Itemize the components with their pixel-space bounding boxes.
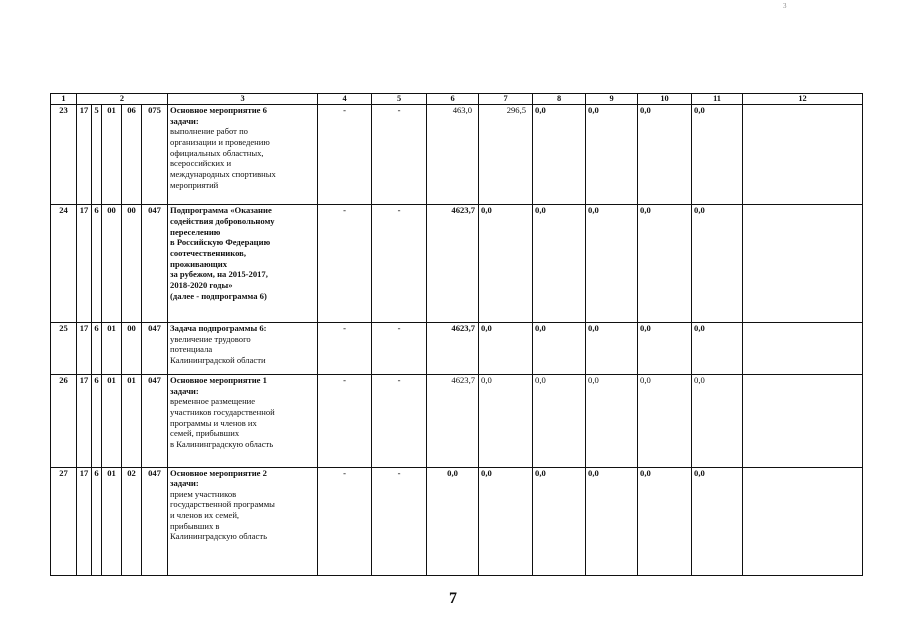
code-cell: 17 xyxy=(77,375,92,467)
value-cell: 0,0 xyxy=(638,322,692,374)
activity-name xyxy=(168,322,318,374)
code-cell: 01 xyxy=(122,375,142,467)
row-number: 26 xyxy=(51,375,77,467)
col-7-header: 7 xyxy=(479,94,533,105)
name-line: выполнение работ по xyxy=(170,126,248,137)
table-row xyxy=(51,322,863,374)
value-cell: - xyxy=(372,467,427,576)
code-cell: 01 xyxy=(102,322,122,374)
name-line: задачи: xyxy=(170,115,199,126)
value-cell: 0,0 xyxy=(479,375,533,467)
value-cell: 0,0 xyxy=(692,467,743,576)
name-line: Основное мероприятие 6 xyxy=(170,105,267,116)
code-cell: 17 xyxy=(77,322,92,374)
name-line: потенциала xyxy=(170,344,213,355)
activity-name xyxy=(168,105,318,205)
name-line: содействия добровольному xyxy=(170,216,275,227)
value-cell: 0,0 xyxy=(427,467,479,576)
value-cell: 4623,7 xyxy=(427,375,479,467)
name-line: в Калининградскую область xyxy=(170,439,274,450)
value-cell: 0,0 xyxy=(533,467,586,576)
name-line: проживающих xyxy=(170,258,228,269)
value-cell: 0,0 xyxy=(692,322,743,374)
col-11-header: 11 xyxy=(692,94,743,105)
value-cell: 4623,7 xyxy=(427,205,479,322)
row-number: 23 xyxy=(51,105,77,205)
name-line: Основное мероприятие 2 xyxy=(170,467,267,478)
name-line: увеличение трудового xyxy=(170,333,251,344)
code-cell: 01 xyxy=(102,467,122,576)
activity-name xyxy=(168,467,318,576)
name-line: соотечественников, xyxy=(170,248,246,259)
table-row xyxy=(51,467,863,576)
name-line: Задача подпрограммы 6: xyxy=(170,322,267,333)
value-cell: 0,0 xyxy=(479,467,533,576)
value-cell: 0,0 xyxy=(692,105,743,205)
name-line: организации и проведению xyxy=(170,137,270,147)
row-number: 25 xyxy=(51,322,77,374)
value-cell: - xyxy=(372,205,427,322)
col-5-header: 5 xyxy=(372,94,427,105)
code-cell: 01 xyxy=(102,375,122,467)
value-cell xyxy=(743,105,863,205)
value-cell: 0,0 xyxy=(586,375,638,467)
name-line: (далее - подпрограмма 6) xyxy=(170,290,267,301)
value-cell: 0,0 xyxy=(479,205,533,322)
code-cell: 17 xyxy=(77,205,92,322)
value-cell: 0,0 xyxy=(638,205,692,322)
name-line: Основное мероприятие 1 xyxy=(170,375,267,386)
name-line: Подпрограмма «Оказание xyxy=(170,205,272,216)
col-3-header: 3 xyxy=(168,94,318,105)
value-cell: 0,0 xyxy=(533,105,586,205)
value-cell: - xyxy=(318,105,372,205)
column-number-row xyxy=(51,94,863,105)
name-line: прием участников xyxy=(170,488,237,499)
value-cell: - xyxy=(372,375,427,467)
code-cell: 6 xyxy=(92,205,102,322)
value-cell: 4623,7 xyxy=(427,322,479,374)
budget-table xyxy=(50,93,863,576)
value-cell: 296,5 xyxy=(479,105,533,205)
col-10-header: 10 xyxy=(638,94,692,105)
value-cell: 0,0 xyxy=(638,105,692,205)
value-cell: - xyxy=(318,205,372,322)
code-cell: 6 xyxy=(92,322,102,374)
name-line: мероприятий xyxy=(170,179,219,190)
code-cell: 00 xyxy=(122,205,142,322)
row-number: 24 xyxy=(51,205,77,322)
corner-page-mark: 3 xyxy=(783,2,787,10)
table-row xyxy=(51,375,863,467)
code-cell: 6 xyxy=(92,375,102,467)
value-cell: - xyxy=(318,375,372,467)
name-line: государственной программы xyxy=(170,499,275,510)
col-2-header: 2 xyxy=(77,94,168,105)
value-cell xyxy=(743,467,863,576)
code-cell: 5 xyxy=(92,105,102,205)
value-cell: - xyxy=(318,322,372,374)
name-line: международных спортивных xyxy=(170,168,276,179)
value-cell: 0,0 xyxy=(586,467,638,576)
name-line: задачи: xyxy=(170,385,199,396)
activity-name xyxy=(168,205,318,322)
code-cell: 06 xyxy=(122,105,142,205)
code-cell: 075 xyxy=(142,105,168,205)
col-4-header: 4 xyxy=(318,94,372,105)
code-cell: 17 xyxy=(77,467,92,576)
value-cell: 463,0 xyxy=(427,105,479,205)
name-line: временное размещение xyxy=(170,396,256,407)
code-cell: 047 xyxy=(142,375,168,467)
name-line: программы и членов их xyxy=(170,417,257,428)
value-cell: 0,0 xyxy=(692,375,743,467)
code-cell: 17 xyxy=(77,105,92,205)
value-cell: 0,0 xyxy=(586,322,638,374)
col-12-header: 12 xyxy=(743,94,863,105)
value-cell xyxy=(743,322,863,374)
code-cell: 6 xyxy=(92,467,102,576)
name-line: задачи: xyxy=(170,478,199,489)
code-cell: 02 xyxy=(122,467,142,576)
col-6-header: 6 xyxy=(427,94,479,105)
col-8-header: 8 xyxy=(533,94,586,105)
value-cell: - xyxy=(372,322,427,374)
code-cell: 00 xyxy=(102,205,122,322)
table-row xyxy=(51,205,863,322)
value-cell: 0,0 xyxy=(638,467,692,576)
page-number: 7 xyxy=(449,590,457,607)
code-cell: 01 xyxy=(102,105,122,205)
name-line: семей, прибывших xyxy=(170,428,240,439)
value-cell: 0,0 xyxy=(638,375,692,467)
name-line: участников государственной xyxy=(170,407,275,418)
name-line: всероссийских и xyxy=(170,158,232,169)
code-cell: 047 xyxy=(142,322,168,374)
name-line: и членов их семей, xyxy=(170,510,240,521)
name-line: Калининградской области xyxy=(170,354,266,365)
name-line: прибывших в xyxy=(170,520,220,531)
value-cell: 0,0 xyxy=(586,205,638,322)
value-cell: - xyxy=(372,105,427,205)
value-cell: 0,0 xyxy=(692,205,743,322)
value-cell: 0,0 xyxy=(479,322,533,374)
value-cell xyxy=(743,375,863,467)
name-line: переселению xyxy=(170,226,221,237)
value-cell: 0,0 xyxy=(586,105,638,205)
col-9-header: 9 xyxy=(586,94,638,105)
code-cell: 047 xyxy=(142,467,168,576)
name-line: за рубежом, на 2015-2017, xyxy=(170,269,268,280)
name-line: 2018-2020 годы» xyxy=(170,280,233,291)
col-1-header: 1 xyxy=(51,94,77,105)
value-cell: 0,0 xyxy=(533,322,586,374)
code-cell: 047 xyxy=(142,205,168,322)
row-number: 27 xyxy=(51,467,77,576)
value-cell xyxy=(743,205,863,322)
name-line: в Российскую Федерацию xyxy=(170,237,271,248)
name-line: официальных областных, xyxy=(170,147,264,158)
name-line: Калининградскую область xyxy=(170,531,268,542)
activity-name xyxy=(168,375,318,467)
table-row xyxy=(51,105,863,205)
value-cell: - xyxy=(318,467,372,576)
code-cell: 00 xyxy=(122,322,142,374)
value-cell: 0,0 xyxy=(533,205,586,322)
value-cell: 0,0 xyxy=(533,375,586,467)
